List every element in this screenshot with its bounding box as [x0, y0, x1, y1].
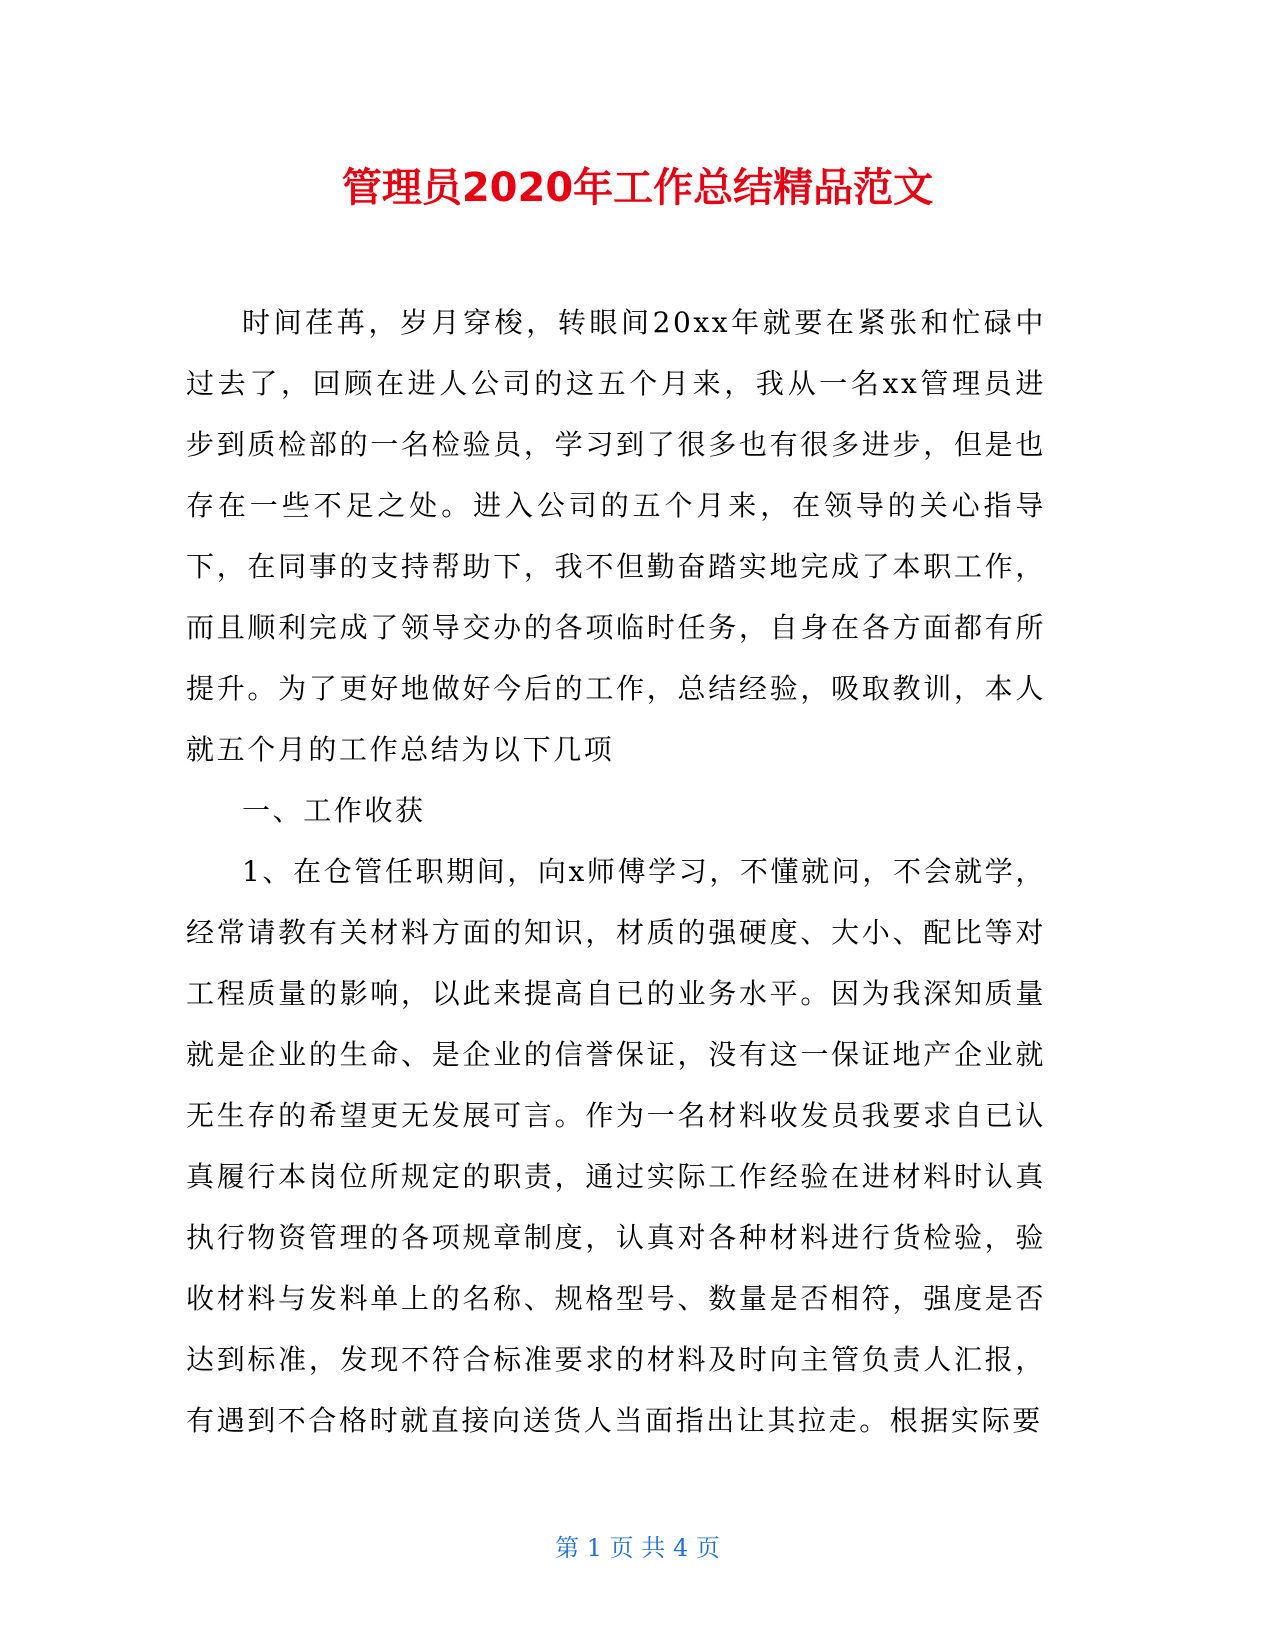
paragraph-item-1: 1、在仓管任职期间，向x师傅学习，不懂就问，不会就学，经常请教有关材料方面的知识，材质的强硬度、大小、配比等对工程质量的影响，以此来提高自已的业务水平。因为我深知质量就是企业的生命、是企业的信誉保证，没有这一保证地产企业就无生存的希望更无发展可言。作为一名材料收发员我要求自已认真履行本岗位所规定的职责，通过实际工作经验在进材料时认真执行物资管理的各项规章制度，认真对各种材料进行货检验，验收材料与发料单上的名称、规格型号、数量是否相符，强度是否达到标准，发现不符合标准要求的材料及时向主管负责人汇报，有遇到不合格时就直接向送货人当面指出让其拉走。根据实际要 [186, 855, 1046, 1437]
section-heading-work-gains: 一、工作收获 [242, 794, 426, 827]
page-footer [0, 1532, 1275, 1564]
document-title: 管理员2020年工作总结精品范文 [341, 165, 934, 211]
page-number: 第 1 页 共 4 页 [555, 1534, 720, 1562]
document-body [186, 292, 1046, 1451]
paragraph-intro: 时间荏苒，岁月穿梭，转眼间20xx年就要在紧张和忙碌中过去了，回顾在进人公司的这五个月来，我从一名xx管理员进步到质检部的一名检验员，学习到了很多也有很多进步，但是也存在一些不足之处。进入公司的五个月来，在领导的关心指导下，在同事的支持帮助下，我不但勤奋踏实地完成了本职工作，而且顺利完成了领导交办的各项临时任务，自身在各方面都有所提升。为了更好地做好今后的工作，总结经验，吸取教训，本人就五个月的工作总结为以下几项 [186, 306, 1046, 766]
